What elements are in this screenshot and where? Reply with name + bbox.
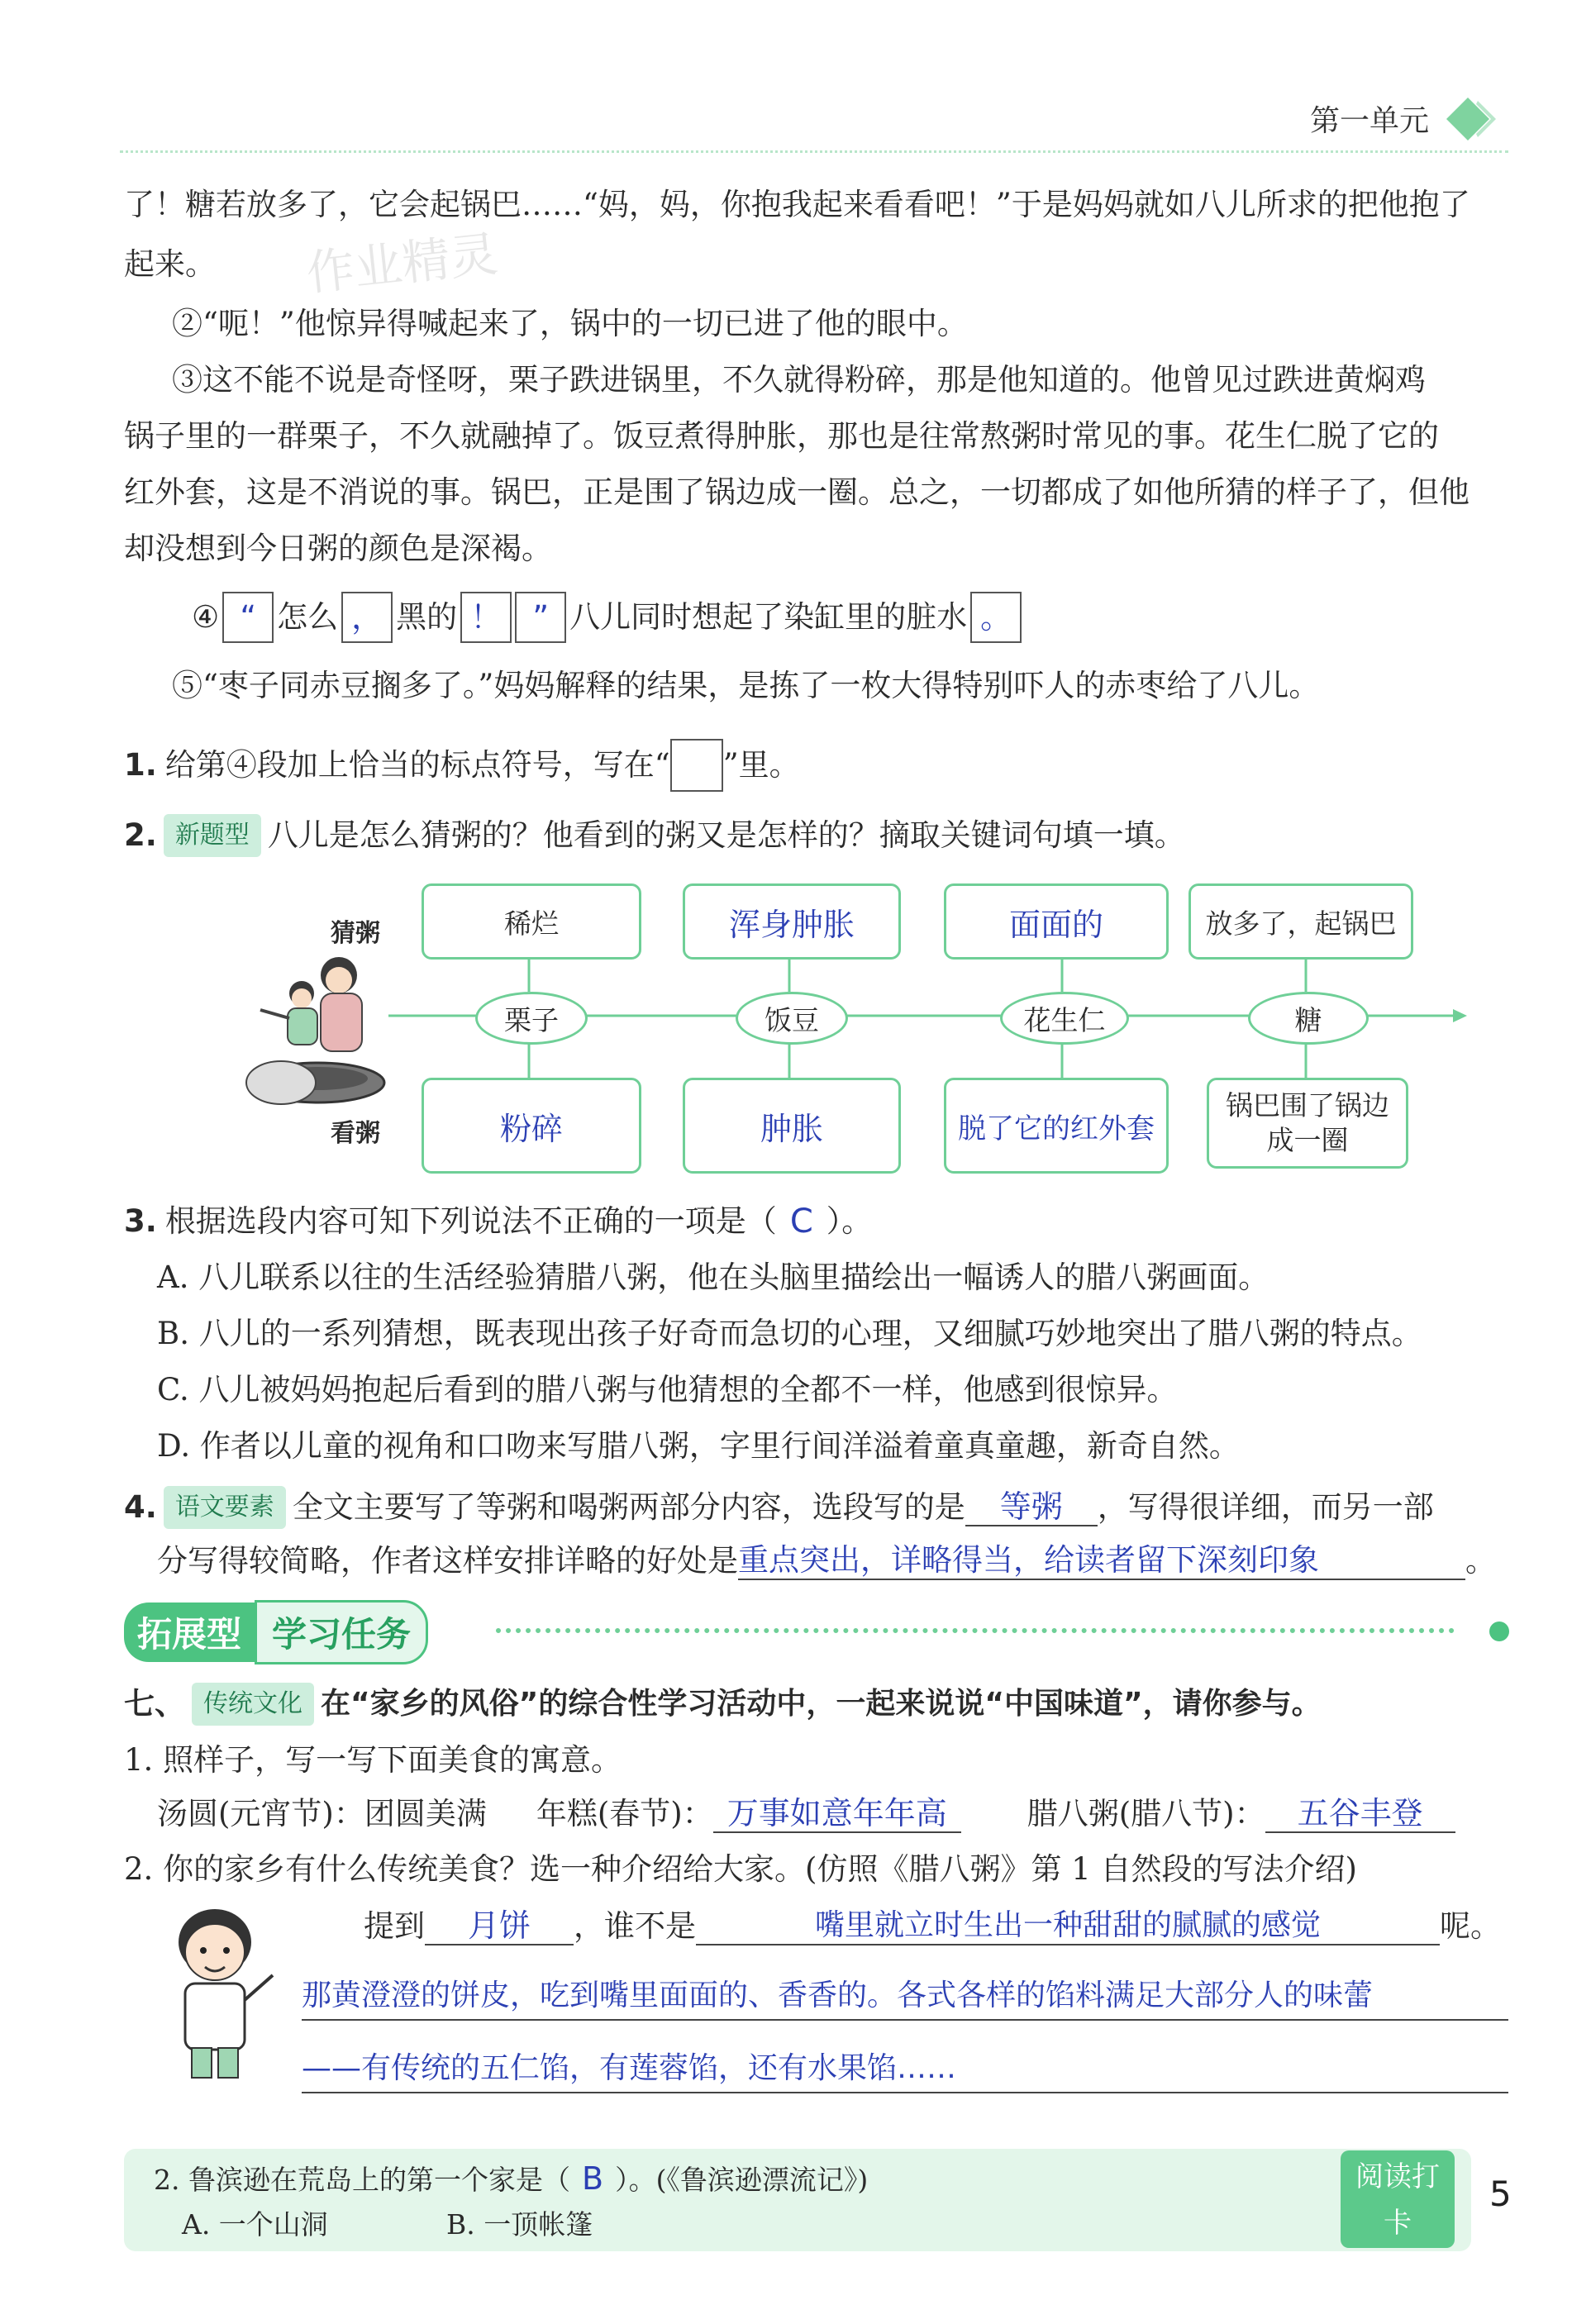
guess-node: 浑身肿胀: [683, 883, 901, 960]
guess-node: 稀烂: [422, 883, 641, 960]
label-guess: 猜粥: [331, 919, 380, 948]
see-node: 粉碎: [422, 1078, 641, 1174]
punct-box: ！: [460, 592, 512, 643]
fill-text: ，谁不是: [574, 1908, 696, 1944]
question-text: 根据选段内容可知下列说法不正确的一项是（: [164, 1203, 777, 1239]
ingredient-oval: 饭豆: [736, 992, 848, 1045]
punct-box: 。: [970, 592, 1022, 643]
banner-end-dot: [1489, 1622, 1509, 1641]
question-number: 4.: [124, 1489, 157, 1525]
option: B. 八儿的一系列猜想，既表现出孩子好奇而急切的心理，又细腻巧妙地突出了腊八粥的特点。: [157, 1316, 1422, 1351]
question-text: 。: [1465, 1543, 1496, 1579]
punct-box: “: [222, 592, 274, 643]
answer-blank: 重点突出，详略得当，给读者留下深刻印象: [738, 1542, 1465, 1580]
mother-child-illustration: [223, 942, 397, 1119]
ingredient-oval: 花生仁: [1000, 992, 1129, 1045]
section-7-title: [124, 1683, 1322, 1726]
passage-line: 起来。: [124, 246, 216, 282]
question-4: [124, 1486, 1434, 1529]
see-node: 锅巴围了锅边成一圈: [1207, 1078, 1408, 1169]
guess-node: 放多了，起锅巴: [1188, 883, 1413, 960]
sec7-q2: 2. 你的家乡有什么传统美食？选一种介绍给大家。(仿照《腊八粥》第 1 自然段的写法介绍): [124, 1851, 1357, 1887]
footer-option-b: B. 一顶帐篷: [446, 2208, 593, 2241]
footer-question: [154, 2159, 868, 2198]
section-heading: 在“家乡的风俗”的综合性学习活动中，一起来说说“中国味道”，请你参与。: [321, 1687, 1322, 1721]
footer-option-a: A. 一个山洞: [182, 2208, 328, 2241]
question-text: 给第④段加上恰当的标点符号，写在“: [164, 747, 670, 783]
option: D. 作者以儿童的视角和口吻来写腊八粥，字里行间洋溢着童真童趣，新奇自然。: [157, 1428, 1240, 1464]
question-number: 1.: [124, 747, 157, 783]
unit-title: 第一单元: [1310, 104, 1430, 138]
food-label: 腊八粥(腊八节)：: [1027, 1796, 1265, 1831]
section-banner: [124, 1600, 428, 1664]
page-number: 5: [1489, 2174, 1512, 2214]
fill-sentence: [364, 1907, 1501, 1945]
question-text: ”里。: [722, 747, 800, 783]
question-number: 2.: [124, 817, 157, 853]
banner-label: 学习任务: [255, 1600, 428, 1664]
question-4-cont: [157, 1542, 1496, 1580]
para-text: 八儿同时想起了染缸里的脏水: [569, 599, 968, 635]
banner-label: 拓展型: [124, 1603, 255, 1662]
label-see: 看粥: [331, 1119, 380, 1148]
answer-blank: 月饼: [425, 1907, 574, 1945]
question-3: [124, 1203, 872, 1240]
passage-para-3: ③这不能不说是奇怪呀，栗子跌进锅里，不久就得粉碎，那是他知道的。他曾见过跌进黄焖鸡: [172, 362, 1426, 398]
watermark: 作业精灵: [303, 226, 501, 302]
passage-line: 锅子里的一群栗子，不久就融掉了。饭豆煮得肿胀，那也是往常熬粥时常见的事。花生仁脱了它的: [124, 418, 1439, 454]
question-text: 分写得较简略，作者这样安排详略的好处是: [157, 1543, 738, 1579]
answer-blank: 等粥: [965, 1488, 1098, 1526]
footer-q-text: ）。(《鲁滨逊漂流记》): [615, 2164, 869, 2196]
passage-para-5: ⑤“枣子同赤豆搁多了。”妈妈解释的结果，是拣了一枚大得特别吓人的赤枣给了八儿。: [172, 668, 1320, 703]
question-text: ）。: [826, 1203, 873, 1239]
footer-q-text: 2. 鲁滨逊在荒岛上的第一个家是（: [154, 2164, 570, 2196]
question-text: 八儿是怎么猜粥的？他看到的粥又是怎样的？摘取关键词句填一填。: [267, 817, 1185, 853]
answer-blank: 万事如意年年高: [713, 1795, 961, 1833]
see-node: 脱了它的红外套: [944, 1078, 1169, 1174]
punct-box: ”: [515, 592, 566, 643]
passage-para-2: ②“呃！”他惊异得喊起来了，锅中的一切已进了他的眼中。: [172, 306, 968, 341]
passage-line: 却没想到今日粥的颜色是深褐。: [124, 531, 552, 566]
answer-text: C: [789, 1202, 813, 1241]
ingredient-oval: 栗子: [475, 992, 588, 1045]
para-text: 怎么: [277, 599, 339, 635]
banner-dots: [496, 1628, 1455, 1633]
question-text: ，写得很详细，而另一部: [1097, 1489, 1434, 1525]
fill-text: 呢。: [1440, 1908, 1501, 1944]
question-tag: 语文要素: [164, 1486, 286, 1529]
food-meaning-row: [157, 1795, 1455, 1833]
para-number: ④: [192, 599, 220, 635]
writing-line: 那黄澄澄的饼皮，吃到嘴里面面的、香香的。各式各样的馅料满足大部分人的味蕾: [302, 1972, 1508, 2021]
option: C. 八儿被妈妈抱起后看到的腊八粥与他猜想的全都不一样，他感到很惊异。: [157, 1372, 1178, 1407]
section-tag: 传统文化: [192, 1683, 314, 1726]
fill-text: 提到: [364, 1908, 425, 1944]
punct-box: ，: [341, 592, 393, 643]
reading-checkin-badge: 阅读打卡: [1341, 2150, 1455, 2248]
option: A. 八儿联系以往的生活经验猜腊八粥，他在头脑里描绘出一幅诱人的腊八粥画面。: [157, 1260, 1269, 1295]
boy-illustration: [149, 1901, 281, 2086]
sec7-q1: 1. 照样子，写一写下面美食的寓意。: [124, 1742, 622, 1778]
question-tag: 新题型: [164, 814, 261, 857]
passage-line: 了！糖若放多了，它会起锅巴……“妈，妈，你抱我起来看看吧！”于是妈妈就如八儿所求的把他抱了: [124, 187, 1470, 222]
example-text: 汤圆(元宵节)：团圆美满: [157, 1796, 487, 1831]
para-text: 黑的: [396, 599, 458, 635]
question-number: 3.: [124, 1203, 157, 1239]
passage-line: 红外套，这是不消说的事。锅巴，正是围了锅边成一圈。总之，一切都成了如他所猜的样子了，但他: [124, 474, 1470, 510]
question-text: 全文主要写了等粥和喝粥两部分内容，选段写的是: [292, 1489, 965, 1525]
answer-text: B: [581, 2160, 604, 2197]
see-node: 肿胀: [683, 1078, 901, 1174]
ingredient-oval: 糖: [1248, 992, 1369, 1045]
answer-blank: 嘴里就立时生出一种甜甜的腻腻的感觉: [696, 1907, 1440, 1945]
answer-blank: 五谷丰登: [1265, 1795, 1455, 1833]
food-label: 年糕(春节)：: [536, 1796, 713, 1831]
guess-node: 面面的: [944, 883, 1169, 960]
writing-line: ——有传统的五仁馅，有莲蓉馅，还有水果馅……: [302, 2045, 1508, 2093]
section-number: 七、: [124, 1686, 185, 1722]
